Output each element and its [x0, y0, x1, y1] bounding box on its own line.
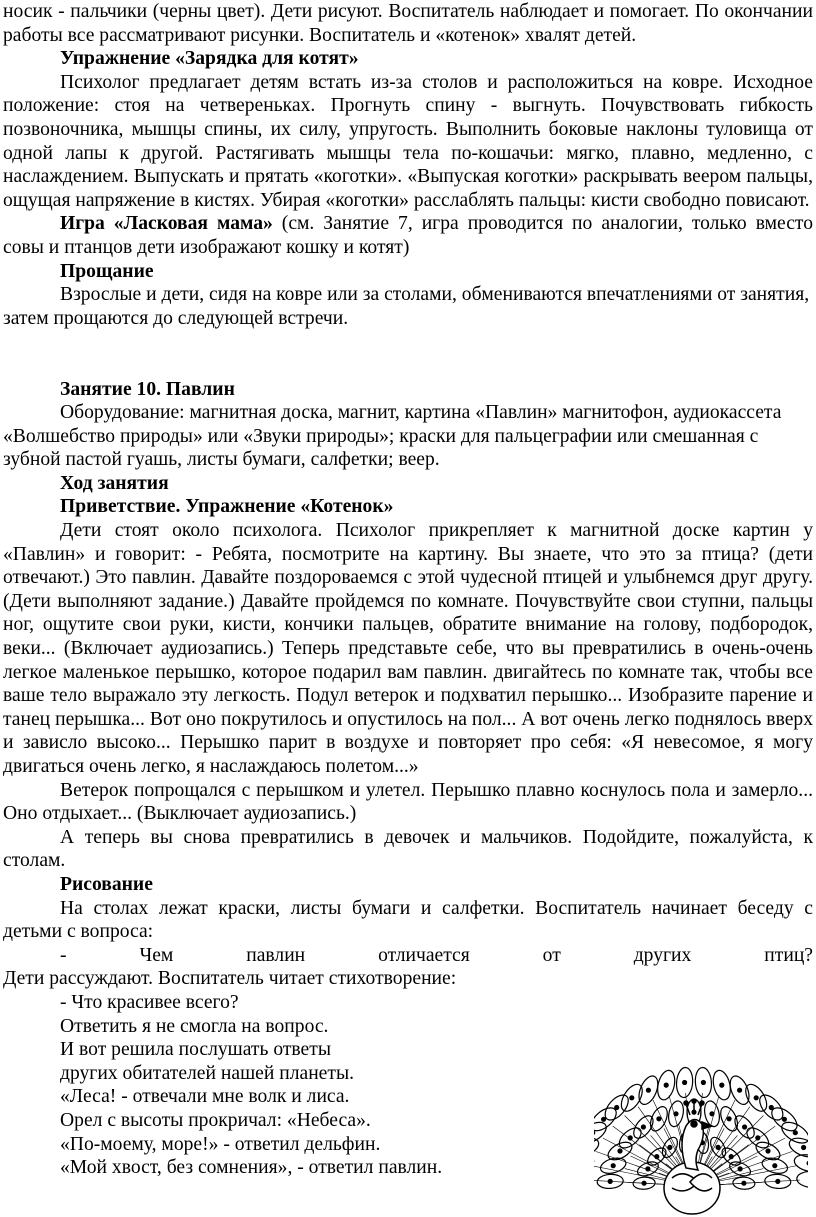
paragraph-farewell: Взрослые и дети, сидя на ковре или за столами, обмениваются впечатлениями от занятия, затем прощаются до следующей встречи.: [3, 284, 810, 329]
paragraph-equipment: Оборудование: магнитная доска, магнит, картина «Павлин» магнитофон, аудиокассета «Волшебство природы» или «Звуки природы»; краски для пальцеграфии или смешанная с зубной пастой гуашь, листы бумаги, салфетки; веер.: [3, 402, 782, 471]
game-title: Игра «Ласковая мама»: [60, 213, 273, 235]
poem-line: И вот решила послушать ответы: [60, 1039, 331, 1061]
game-text: (см. Занятие 7, игра проводится по аналогии, только вместо совы и птанцов дети изображают кошку и котят): [3, 213, 813, 258]
document-page: [3, 0, 813, 1180]
paragraph-question: - Чем павлин отличается от других птиц?: [60, 944, 813, 966]
paragraph-drawing-end: носик - пальчики (черны цвет). Дети рисуют. Воспитатель наблюдает и помогает. По окончании работы все рассматривают рисунки. Воспитатель и «котенок» хвалят детей.: [3, 1, 813, 46]
heading-drawing: Рисование: [60, 873, 153, 895]
heading-lesson-course: Ход занятия: [60, 472, 169, 494]
paragraph-greeting: Дети стоят около психолога. Психолог прикрепляет к магнитной доске картин у «Павлин» и говорит: - Ребята, посмотрите на картину. Вы знаете, что это за птица? (дети отвечают.) Это павлин. Давайте поздороваемся с этой чудесной птицей и улыбнемся друг другу. (Дети выполняют задание.) Давайте пройдемся по комнате. Почувствуйте свои ступни, пальцы ног, ощутите свои руки, кисти, кончики пальцев, обратите внимание на голову, подбородок, веки... (Включает аудиозапись.) Теперь представьте себе, что вы превратились в очень-очень легкое маленькое перышко, которое подарил вам павлин. двигайтесь по комнате так, чтобы все ваше тело выражало эту легкость. Подул ветерок и подхватил перышко... Изобразите парение и танец перышка... Вот оно покрутилось и опустилось на пол... А вот очень легко поднялось вверх и зависло высоко... Перышко парит в воздухе и повторяет про себя: «Я невесомое, я могу двигаться очень легко, я наслаждаюсь полетом...»: [3, 520, 813, 777]
feather-eye: [796, 1171, 808, 1189]
paragraph-return: А теперь вы снова превратились в девочек и мальчиков. Подойдите, пожалуйста, к столам.: [3, 826, 813, 872]
heading-kitten-exercise: Упражнение «Зарядка для котят»: [60, 48, 359, 70]
poem-line: Ответить я не смогла на вопрос.: [60, 1015, 329, 1037]
poem-line: «По-моему, море!» - ответил дельфин.: [60, 1133, 381, 1155]
poem-line: «Мой хвост, без сомнения», - ответил павлин.: [60, 1157, 443, 1179]
poem-line: «Леса! - отвечали мне волк и лиса.: [60, 1086, 350, 1108]
paragraph-wind: Ветерок попрощался с перышком и улетел. Перышко плавно коснулось пола и замерло... Оно отдыхает... (Выключает аудиозапись.): [3, 779, 813, 825]
poem-line: Орел с высоты прокричал: «Небеса».: [60, 1109, 371, 1131]
poem-line: - Что красивее всего?: [60, 991, 239, 1013]
feather-eye: [793, 1152, 808, 1174]
heading-lesson-10: Занятие 10. Павлин: [60, 378, 235, 400]
heading-farewell: Прощание: [60, 260, 154, 282]
paragraph-discussion: Дети рассуждают. Воспитатель читает стихотворение:: [3, 968, 457, 990]
paragraph-kitten-exercise: Психолог предлагает детям встать из-за столов и расположиться на ковре. Исходное положение: стоя на четвереньках. Прогнуть спину - выгнуть. Почувствовать гибкость позвоночника, мышцы спины, их силу, упругость. Выполнить боковые наклоны туловища от одной лапы к другой. Растягивать мышцы тела по-кошачьи: мягко, плавно, медленно, с наслаждением. Выпускать и прятать «коготки». «Выпуская коготки» раскрывать веером пальцы, ощущая напряжение в кистях. Убирая «коготки» расслаблять пальцы: кисти свободно повисают.: [3, 71, 813, 211]
paragraph-game: [3, 212, 813, 259]
feather-eye: [594, 1118, 610, 1147]
feather-eye: [594, 1152, 595, 1174]
paragraph-drawing-intro: На столах лежат краски, листы бумаги и салфетки. Воспитатель начинает беседу с детьми с вопроса:: [3, 897, 813, 943]
heading-greeting: Приветствие. Упражнение «Котенок»: [60, 496, 394, 518]
peacock-illustration: [594, 1018, 808, 1217]
poem-line: других обитателей нашей планеты.: [60, 1062, 355, 1084]
